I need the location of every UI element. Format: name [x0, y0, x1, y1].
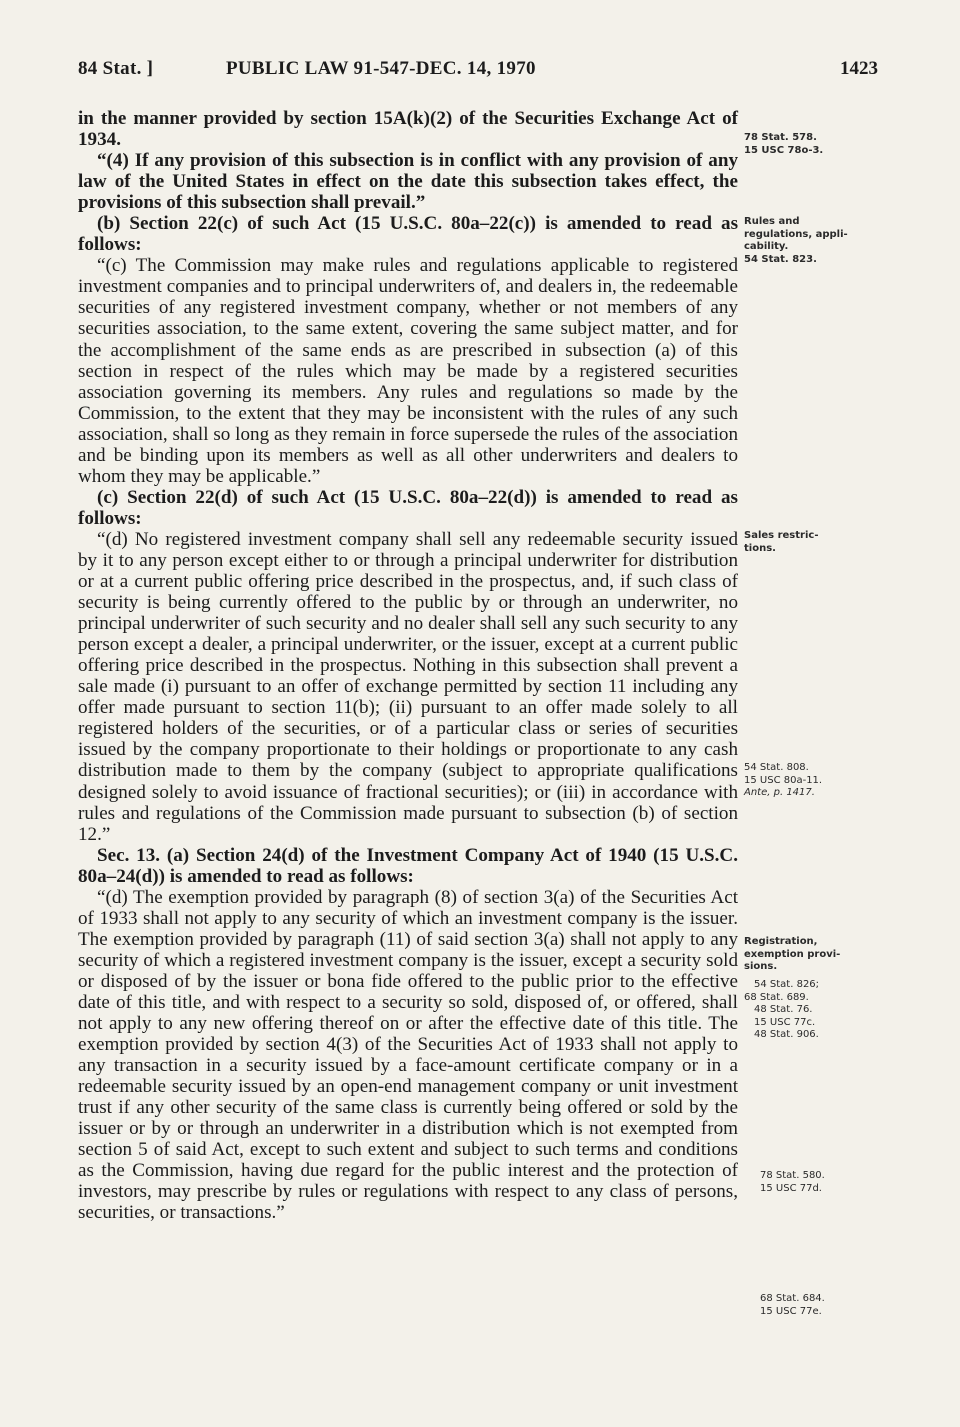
page-header: [78, 58, 878, 88]
paragraph: “(d) No registered investment company shall sell any redeemable security issued by it to any person except either to or through a principal underwriter for distribution or at a current public offering price described in the prospectus, and, if such class of security is being currently offered to the public by or through an underwriter, no principal underwriter of such security and no dealer shall sell any such security to any person except a dealer, a principal underwriter, or the issuer, except at a current public offering price described in the prospectus. Nothing in this subsection shall prevent a sale made (i) pursuant to an offer of exchange permitted by section 11 including any offer made pursuant to section 11(b); (ii) pursuant to an offer made solely to all registered holders of the securities, or of a particular class or series of securities issued by the company proportionate to their holdings or proportionate to any cash distribution made to them by the company (subject to appropriate qualifications designed solely to avoid issuance of fractional securities); or (iii) in accordance with rules and regulations of the Commission made pursuant to subsection (b) of section 12.”: [78, 528, 738, 845]
margin-note: Rules and regulations, appli- cability. 54 Stat. 823.: [744, 216, 848, 265]
margin-note: 68 Stat. 684. 15 USC 77e.: [760, 1293, 825, 1317]
paragraph: in the manner provided by section 15A(k)(2) of the Securities Exchange Act of 1934.: [78, 108, 738, 151]
paragraph: (b) Section 22(c) of such Act (15 U.S.C. 80a–22(c)) is amended to read as follows:: [78, 213, 738, 256]
paragraph: (c) Section 22(d) of such Act (15 U.S.C. 80a–22(d)) is amended to read as follows:: [78, 486, 738, 529]
section-heading-paragraph: Sec. 13. (a) Section 24(d) of the Investment Company Act of 1940 (15 U.S.C. 80a–24(d)) is amended to read as follows:: [78, 844, 738, 887]
page-number: 1423: [840, 58, 878, 79]
margin-note: Sales restric- tions.: [744, 530, 819, 554]
margin-note: 78 Stat. 578. 15 USC 78o-3.: [744, 132, 824, 156]
margin-note: 78 Stat. 580. 15 USC 77d.: [760, 1170, 825, 1194]
margin-note: 54 Stat. 826; 68 Stat. 689. 48 Stat. 76. 15 USC 77c. 48 Stat. 906.: [744, 979, 820, 1040]
paragraph: “(d) The exemption provided by paragraph (8) of section 3(a) of the Securities Act of 1933 shall not apply to any security of which an investment company is the issuer. The exemption provided by paragraph (11) of said section 3(a) shall not apply to any security of which a registered investment company is the issuer, except a security sold or disposed of by the issuer or bona fide offered to the public prior to the effective date of this title, and with respect to a security so sold, disposed of, or offered, shall not apply to any new offering thereof on or after the effective date of this title. The exemption provided by section 4(3) of the Securities Act of 1933 shall not apply to any transaction in a security issued by a face-amount certificate company or in a redeemable security issued by an open-end management company or unit investment trust if any other security of the same class is currently being offered or sold by the issuer or by or through an underwriter in a distribution which is not exempted from section 5 of said Act, except to such extent and subject to such terms and conditions as the Commission, having due regard for the public interest and the protection of investors, may prescribe by rules or regulations with respect to any class of persons, securities, or transactions.”: [78, 886, 738, 1224]
statute-volume: 84 Stat. ]: [78, 58, 154, 79]
law-title: PUBLIC LAW 91-547-DEC. 14, 1970: [226, 58, 536, 79]
margin-note: 54 Stat. 808. 15 USC 80a-11. Ante, p. 1417.: [744, 762, 823, 798]
margin-note: Registration, exemption provi- sions.: [744, 936, 841, 972]
paragraph: “(c) The Commission may make rules and regulations applicable to registered investment companies and to principal underwriters of, and dealers in, the redeemable securities of any registered investment company, whether or not members of any securities association, to the same extent, covering the same subject matter, and for the accomplishment of the same ends as are prescribed in subsection (a) of this section in respect of the rules which may be made by a registered securities association governing its members. Any rules and regulations so made by the Commission, to the extent that they may be inconsistent with the rules of any such association, shall so long as they remain in force supersede the rules of the association and be binding upon its members as well as all other underwriters and dealers to whom they may be applicable.”: [78, 255, 738, 487]
paragraph: “(4) If any provision of this subsection is in conflict with any provision of any law of the United States in effect on the date this subsection takes effect, the provisions of this subsection shall prevail.”: [78, 150, 738, 214]
body-text: [78, 108, 738, 1223]
